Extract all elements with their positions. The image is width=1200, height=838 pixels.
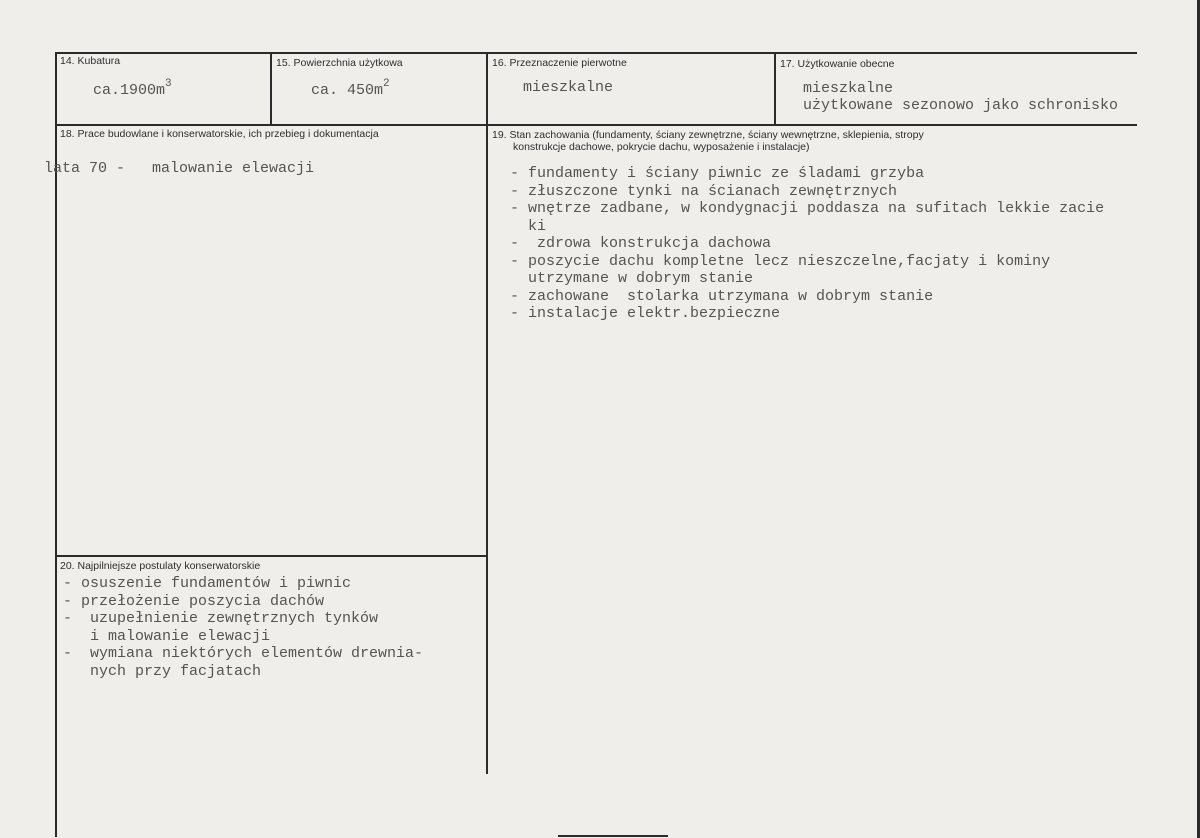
condition-list [510,165,1104,323]
field-15-value [311,78,390,99]
divider-16-17 [774,52,776,125]
list-item: i malowanie elewacji [63,627,271,645]
field-15-label: 15. Powierzchnia użytkowa [276,57,403,69]
list-item: - przełożenie poszycia dachów [63,592,325,610]
field-14-label: 14. Kubatura [60,55,121,67]
field-19-label-line-1: 19. Stan zachowania (fundamenty, ściany zewnętrzne, ściany wewnętrzne, sklepienia, stropy [492,129,924,141]
list-item: - wnętrze zadbane, w kondygnacji poddasza na sufitach lekkie zacie [510,200,1105,217]
top-rule [55,52,1137,54]
field-17-line-1: mieszkalne [803,80,894,97]
list-item: ki [510,217,547,235]
field-17-line-2: użytkowane sezonowo jako schronisko [803,97,1119,114]
volume-value: ca.1900m [93,82,166,99]
divider-14-15 [270,52,272,125]
list-item: - fundamenty i ściany piwnic ze śladami grzyba [510,165,925,182]
postulates-list [63,575,423,680]
field-18-value: lata 70 - malowanie elewacji [44,160,315,177]
list-item: - instalacje elektr.bezpieczne [510,305,781,322]
row-rule-2 [55,555,487,557]
list-item: - osuszenie fundamentów i piwnic [63,575,352,592]
list-item: - uzupełnienie zewnętrznych tynków [63,610,379,627]
list-item: - poszycie dachu kompletne lecz nieszczelne,facjaty i kominy [510,252,1051,270]
list-item: - zachowane stolarka utrzymana w dobrym stanie [510,287,934,305]
field-16-label: 16. Przeznaczenie pierwotne [492,57,627,69]
list-item: - zdrowa konstrukcja dachowa [510,235,772,252]
area-unit-exponent: 2 [383,78,390,90]
row-rule-1 [55,124,1137,126]
field-18-label: 18. Prace budowlane i konserwatorskie, ich przebieg i dokumentacja [60,128,379,140]
volume-unit-exponent: 3 [165,78,172,90]
field-20-label: 20. Najpilniejsze postulaty konserwatorskie [60,560,261,572]
field-16-value: mieszkalne [523,79,614,96]
area-value: ca. 450m [311,82,384,99]
field-19-label-line-2: konstrukcje dachowe, pokrycie dachu, wyposażenie i instalacje) [513,141,810,153]
list-item: - wymiana niektórych elementów drewnia- [63,645,424,662]
card-bottom-mark [558,835,668,837]
field-14-value [93,78,172,99]
divider-main [486,52,488,774]
list-item: utrzymane w dobrym stanie [510,270,754,287]
list-item: - złuszczone tynki na ścianach zewnętrznych [510,182,898,200]
field-17-label: 17. Użytkowanie obecne [780,58,895,70]
list-item: nych przy facjatach [63,662,262,680]
